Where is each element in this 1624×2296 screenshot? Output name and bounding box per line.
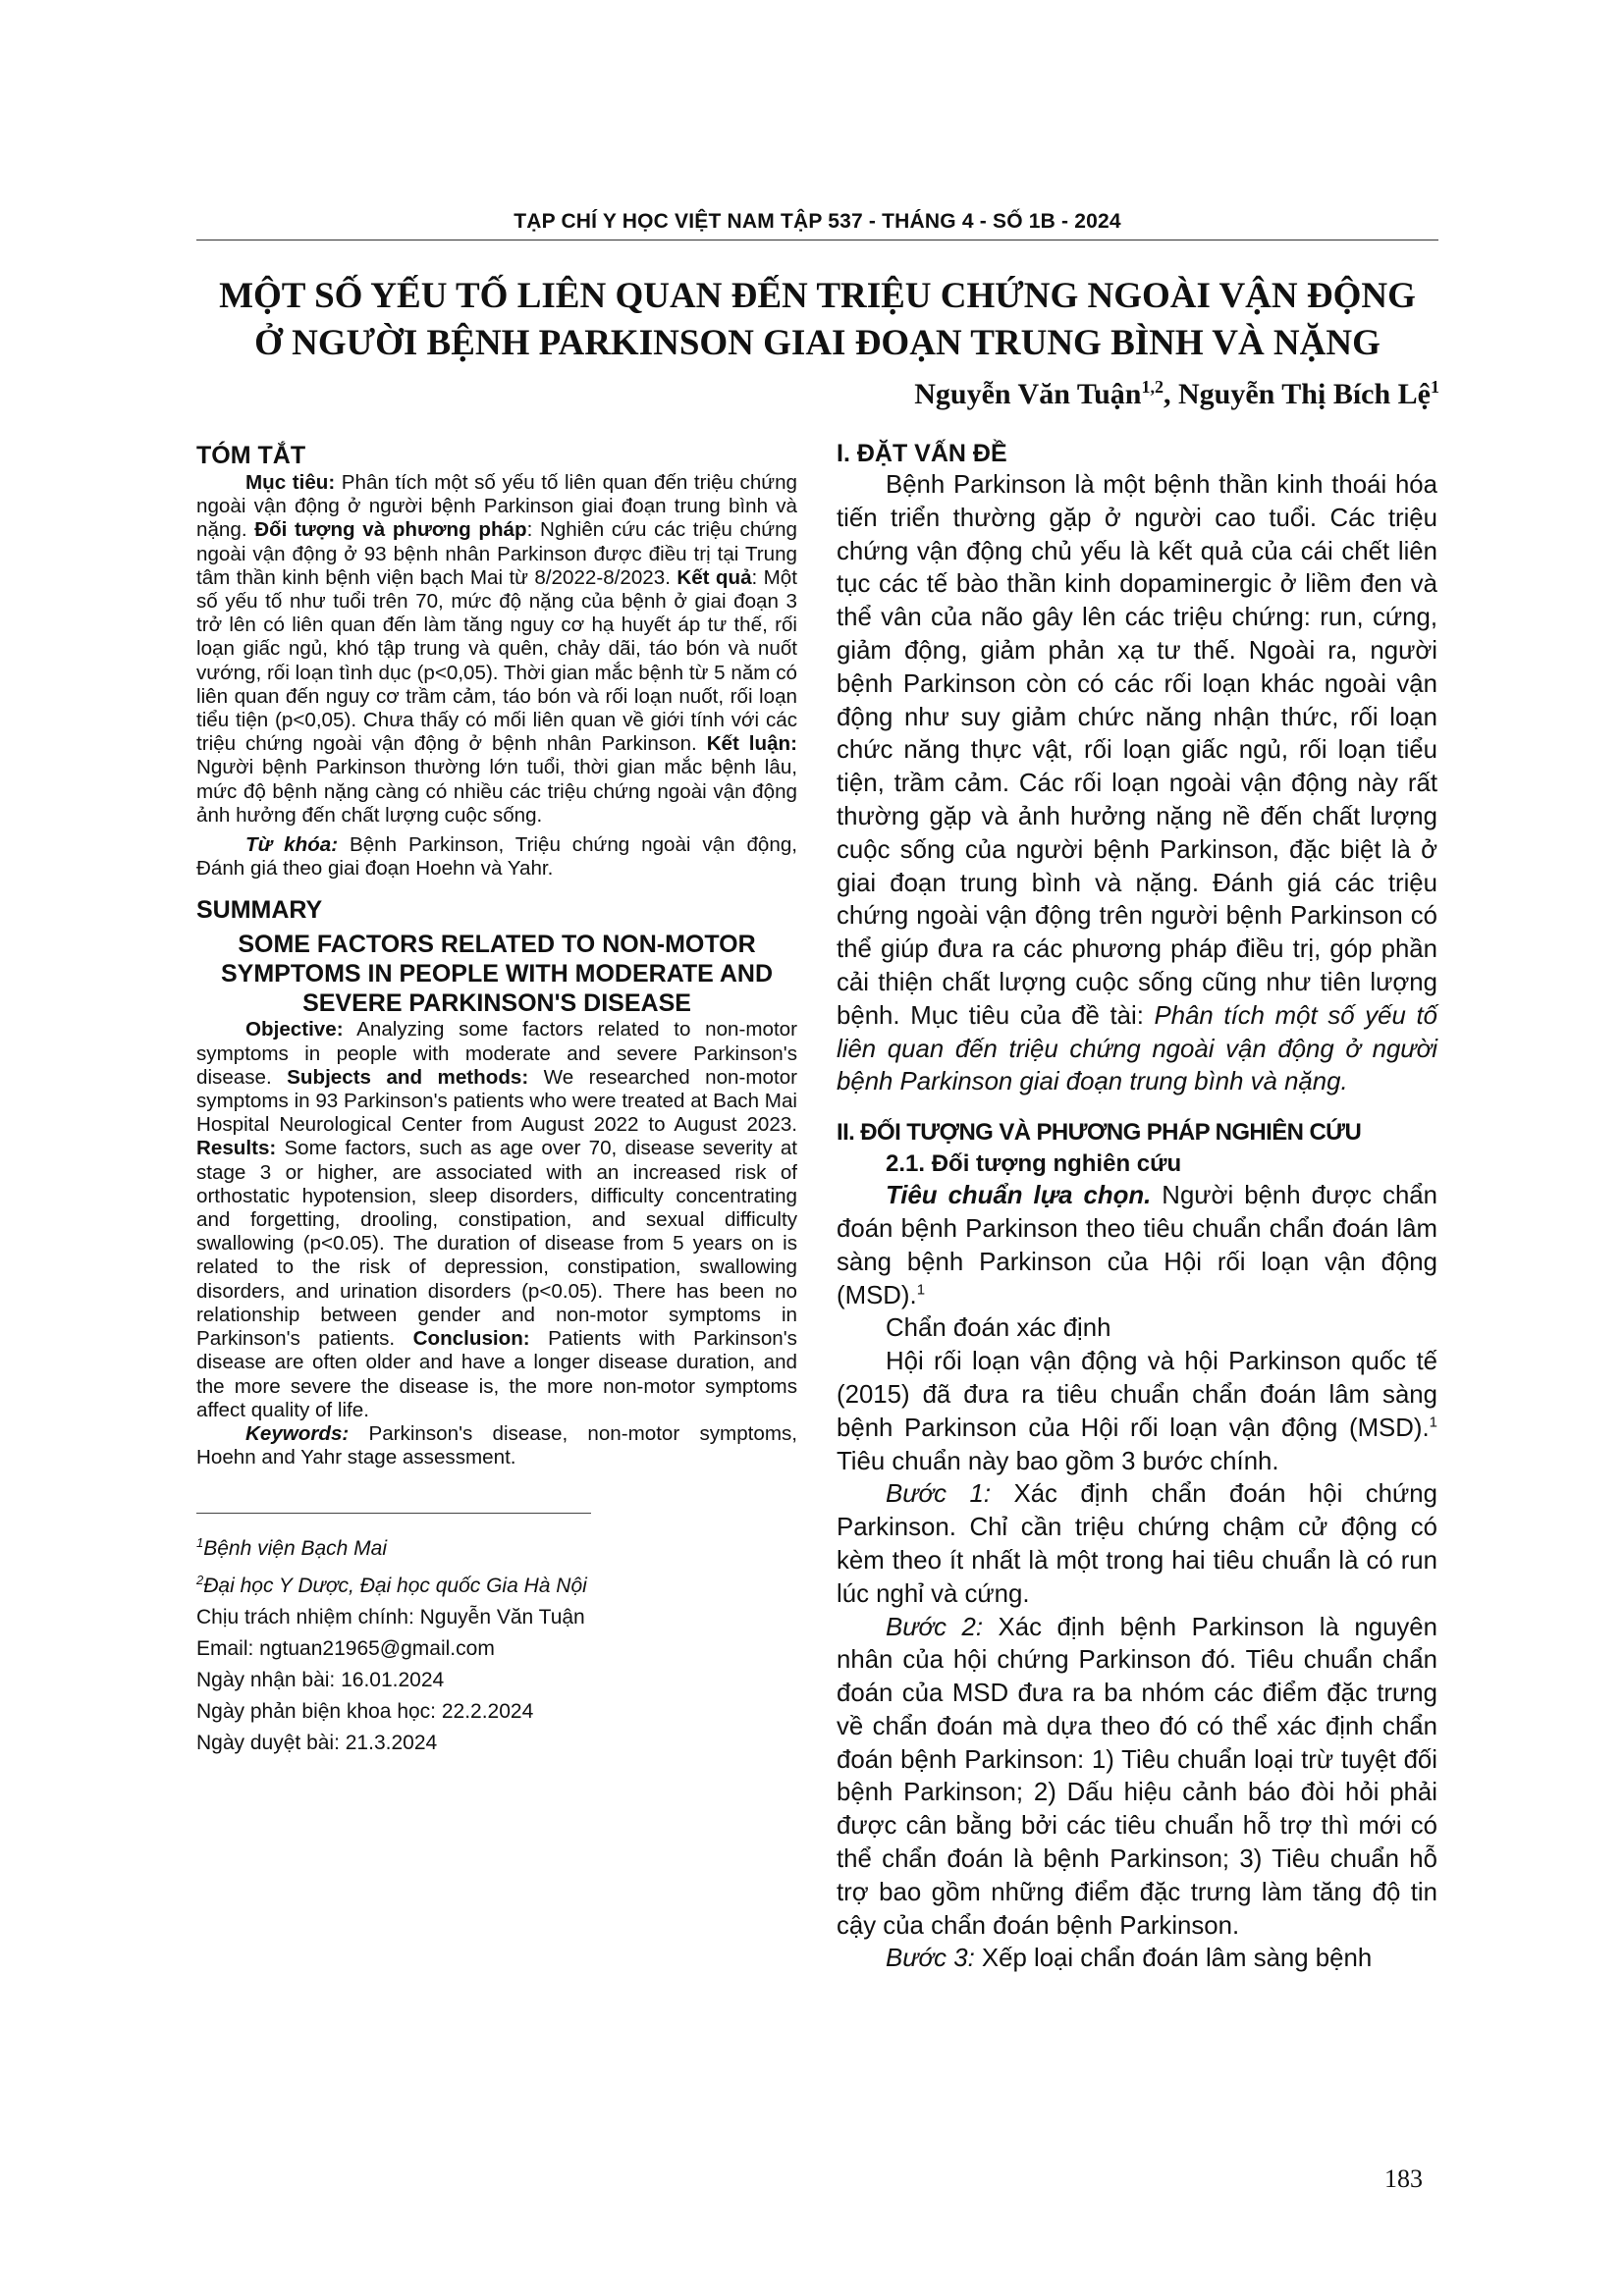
step-3-label: Bước 3: [886,1945,975,1973]
author-list [914,377,1439,411]
title-line-2: Ở NGƯỜI BỆNH PARKINSON GIAI ĐOẠN TRUNG BÌNH VÀ NẶNG [254,323,1380,363]
section-1-paragraph [837,469,1437,1099]
step-2-text: Xác định bệnh Parkinson là nguyên nhân của hội chứng Parkinson đó. Tiêu chuẩn chẩn đoán của MSD đưa ra ba nhóm các điểm đặc trưng về chẩn đoán mà dựa theo đó có thể xác định chẩn đoán bệnh Parkinson: 1) Tiêu chuẩn loại trừ tuyệt đối bệnh Parkinson; 2) Dấu hiệu cảnh báo đòi hỏi phải được cân bằng bởi các tiêu chuẩn hỗ trợ thì mới có thể chẩn đoán là bệnh Parkinson; 3) Tiêu chuẩn hỗ trợ bao gồm những điểm đặc trưng làm tăng độ tin cậy của chẩn đoán bệnh Parkinson. [837,1613,1438,1940]
objective-label: Mục tiêu: [245,471,336,494]
accepted-date: Ngày duyệt bài: 21.3.2024 [196,1732,438,1755]
diagnosis-label: Chẩn đoán xác định [886,1314,1111,1343]
conclusion-text: Người bệnh Parkinson thường lớn tuổi, thời gian mắc bệnh lâu, mức độ bệnh nặng càng có nhiều các triệu chứng ngoài vận động ảnh hưởng đến chất lượng cuộc sống. [196,756,797,827]
keywords-vi-label: Từ khóa: [245,833,339,857]
affiliation-1 [196,1527,797,1565]
step-1-paragraph [837,1478,1437,1611]
reviewed-date: Ngày phản biện khoa học: 22.2.2024 [196,1700,534,1724]
methods-en-label: Subjects and methods: [287,1065,529,1089]
received-date: Ngày nhận bài: 16.01.2024 [196,1669,445,1692]
abstract-vi-body [196,471,797,828]
affiliation-1-text: Bệnh viện Bạch Mai [203,1537,388,1561]
conclusion-en-text: Patients with Parkinson's disease are often older and have a longer disease duration, and the more severe the disease is, the more non-motor symptoms affect quality of life. [196,1327,797,1421]
right-column [837,438,1437,1976]
results-text: : Một số yếu tố như tuổi trên 70, mức độ nặng của bệnh ở giai đoạn 3 trở lên có liên quan đến làm tăng nguy cơ hạ huyết áp tư thế, rối loạn giấc ngủ, khó tập trung và quên, chảy dãi, táo bón và nuốt vướng, rối loạn tình dục (p<0,05). Thời gian mắc bệnh từ 5 năm có liên quan đến nguy cơ trầm cảm, táo bón và rối loạn nuốt, rối loạn tiểu tiện (p<0,05). Chưa thấy có mối liên quan về giới tính với các triệu chứng ngoài vận động ở bệnh nhân Parkinson. [196,565,797,756]
criteria-label: Tiêu chuẩn lựa chọn. [886,1182,1152,1210]
conclusion-en-label: Conclusion: [412,1327,530,1351]
criteria-ref: 1 [916,1280,926,1298]
keywords-en-text: Parkinson's disease, non-motor symptoms, Hoehn and Yahr stage assessment. [196,1421,797,1469]
methods-en-text: We researched non-motor symptoms in 93 Parkinson's patients who were treated at Bach Mai Hospital Neurological Center from August 2022 to August 2023. [196,1065,798,1137]
conclusion-label: Kết luận: [706,732,797,756]
objective-text: Phân tích một số yếu tố liên quan đến triệu chứng ngoài vận động ở người bệnh Parkinson giai đoạn trung bình và nặng. [196,471,797,542]
msd-text: Hội rối loạn vận động và hội Parkinson quốc tế (2015) đã đưa ra tiêu chuẩn chẩn đoán lâm sàng bệnh Parkinson của Hội rối loạn vận động (MSD). [837,1348,1437,1442]
methods-text: : Nghiên cứu các triệu chứng ngoài vận động ở 93 bệnh nhân Parkinson được điều trị tại Trung tâm thần kinh bệnh viện bạch Mai từ 8/2022-8/2023. [196,518,797,589]
step-2-label: Bước 2: [886,1613,984,1641]
methods-label: Đối tượng và phương pháp [254,518,527,542]
affiliation-2-text: Đại học Y Dược, Đại học quốc Gia Hà Nội [203,1575,587,1598]
affiliation-2 [196,1565,797,1602]
step-3-paragraph [837,1943,1437,1976]
step-1-text: Xác định chẩn đoán hội chứng Parkinson. Chỉ cần triệu chứng chậm cử động có kèm theo ít nhất là một trong hai tiêu chuẩn là có run lúc nghỉ và cứng. [837,1480,1437,1608]
affiliation-1-mark: 1 [196,1535,204,1551]
results-en-label: Results: [196,1137,277,1160]
keywords-en [196,1422,797,1469]
author-2-affiliation: 1 [1431,377,1439,397]
footnote-rule [196,1513,591,1514]
results-en-text: Some factors, such as age over 70, disease severity at stage 3 or higher, are associated with an increased risk of orthostatic hypotension, sleep disorders, difficulty concentrating and forgetting, drooling, constipation, and sexual difficulty swallowing (p<0.05). The duration of disease from 5 years on is related to the risk of depression, constipation, swallowing disorders, and urination disorders (p<0.05). There has been no relationship between gender and non-motor symptoms in Parkinson's patients. [196,1137,797,1351]
section-2-heading: II. ĐỐI TƯỢNG VÀ PHƯƠNG PHÁP NGHIÊN CỨU [837,1119,1362,1147]
msd-tail: Tiêu chuẩn này bao gồm 3 bước chính. [837,1447,1279,1475]
author-2: Nguyễn Thị Bích Lệ [1177,378,1431,410]
author-1: Nguyễn Văn Tuận [914,378,1142,410]
journal-header: TẠP CHÍ Y HỌC VIỆT NAM TẬP 537 - THÁNG 4 - SỐ 1B - 2024 [514,210,1121,233]
email: Email: ngtuan21965@gmail.com [196,1637,495,1661]
paper-title [196,273,1438,367]
step-3-text: Xếp loại chẩn đoán lâm sàng bệnh [974,1945,1373,1973]
title-line-1: MỘT SỐ YẾU TỐ LIÊN QUAN ĐẾN TRIỆU CHỨNG NGOÀI VẬN ĐỘNG [219,276,1416,316]
abstract-en-body [196,1018,797,1421]
criteria-paragraph [837,1180,1437,1312]
results-label: Kết quả [677,565,752,589]
author-1-affiliation: 1,2 [1141,377,1164,397]
msd-paragraph [837,1346,1437,1478]
left-column [196,440,797,1759]
affiliation-2-mark: 2 [196,1573,204,1588]
objective-en-text: Analyzing some factors related to non-motor symptoms in people with moderate and severe Parkinson's disease. [196,1018,797,1089]
corresponding-author: Chịu trách nhiệm chính: Nguyễn Văn Tuận [196,1606,585,1629]
section-1-objective: Phân tích một số yếu tố liên quan đến triệu chứng ngoài vận động ở người bệnh Parkinson giai đoạn trung bình và nặng. [837,1001,1437,1096]
section-1-text: Bệnh Parkinson là một bệnh thần kinh thoái hóa tiến triển thường gặp ở người cao tuổi. Các triệu chứng vận động chủ yếu là kết quả của cái chết liên tục các tế bào thần kinh dopaminergic ở liềm đen và thể vân của não gây lên các triệu chứng: run, cứng, giảm động, giảm phản xạ tư thế. Ngoài ra, người bệnh Parkinson còn có các rối loạn khác ngoài vận động như suy giảm chức năng nhận thức, rối loạn chức năng thực vật, rối loạn giấc ngủ, rối loạn tiểu tiện, trầm cảm. Các rối loạn ngoài vận động này rất thường gặp và ảnh hưởng nặng nề đến chất lượng cuộc sống của người bệnh Parkinson, đặc biệt là ở giai đoạn trung bình và nặng. Đánh giá các triệu chứng ngoài vận động trên người bệnh Parkinson có thể giúp đưa ra các phương pháp điều trị, góp phần cải thiện chất lượng cuộc sống cũng như tiên lượng bệnh. Mục tiêu của đề tài: [837,471,1437,1030]
summary-heading: SUMMARY [196,896,323,925]
keywords-en-label: Keywords: [245,1421,350,1445]
keywords-vi [196,833,797,881]
step-1-label: Bước 1: [886,1480,992,1509]
msd-ref: 1 [1429,1414,1437,1431]
author-separator: , [1163,378,1178,410]
objective-en-label: Objective: [245,1018,344,1041]
section-1-heading: I. ĐẶT VẤN ĐỀ [837,440,1007,467]
page-number: 183 [1384,2164,1423,2193]
footnotes [196,1527,797,1759]
keywords-vi-text: Bệnh Parkinson, Triệu chứng ngoài vận động, Đánh giá theo giai đoạn Hoehn và Yahr. [196,833,797,881]
summary-title: SOME FACTORS RELATED TO NON-MOTOR SYMPTOMS IN PEOPLE WITH MODERATE AND SEVERE PARKINSON'S DISEASE [220,931,774,1018]
abstract-vi-heading: TÓM TẮT [196,442,306,469]
criteria-text: Người bệnh được chẩn đoán bệnh Parkinson theo tiêu chuẩn chẩn đoán lâm sàng bệnh Parkinson của Hội rối loạn vận động (MSD). [837,1182,1438,1309]
step-2-paragraph [837,1612,1437,1944]
subsection-2-1-heading: 2.1. Đối tượng nghiên cứu [886,1150,1182,1178]
